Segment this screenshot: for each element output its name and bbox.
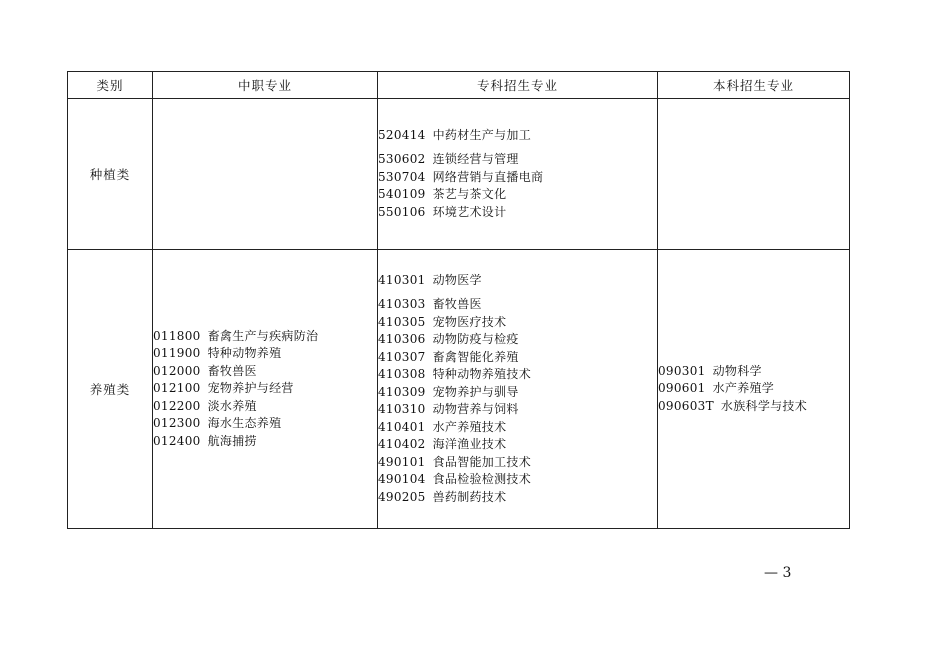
list-item [378,454,657,472]
major-code: 090301 [658,363,706,378]
major-code: 012100 [153,381,201,396]
list-item [378,349,657,367]
major-name: 中药材生产与加工 [432,127,532,142]
list-item [378,127,657,145]
major-code: 090603T [658,398,714,413]
major-code: 410303 [378,297,426,312]
major-code: 540109 [378,187,426,202]
major-name: 宠物养护与经营 [207,381,294,396]
major-code: 410308 [378,367,426,382]
list-item [378,186,657,204]
major-name: 食品检验检测技术 [432,472,532,487]
college-majors-cell [378,250,658,529]
header-bachelor-majors: 本科招生专业 [658,72,850,99]
major-code: 530602 [378,152,426,167]
list-item [658,363,849,381]
table-row [68,250,850,529]
list-item [153,345,377,363]
list-item [153,415,377,433]
list-item [658,398,849,416]
major-code: 490104 [378,472,426,487]
major-name: 淡水养殖 [207,398,257,413]
list-item [378,419,657,437]
category-cell: 养殖类 [68,250,153,529]
major-code: 410401 [378,419,426,434]
major-name: 茶艺与茶文化 [432,187,507,202]
list-item [378,489,657,507]
list-item [378,151,657,169]
major-code: 490101 [378,454,426,469]
list-item [378,272,657,290]
major-name: 宠物医疗技术 [432,314,507,329]
major-code: 011800 [153,328,201,343]
major-name: 动物防疫与检疫 [432,332,519,347]
major-name: 食品智能加工技术 [432,454,532,469]
major-code: 410310 [378,402,426,417]
list-item [658,380,849,398]
list-item [153,398,377,416]
major-code: 410306 [378,332,426,347]
major-name: 兽药制药技术 [432,489,507,504]
major-name: 海水生态养殖 [207,416,282,431]
major-code: 012400 [153,433,201,448]
major-name: 海洋渔业技术 [432,437,507,452]
major-name: 动物营养与饲料 [432,402,519,417]
list-item [378,366,657,384]
bachelor-majors-cell [658,99,850,250]
major-code: 410301 [378,272,426,287]
major-name: 网络营销与直播电商 [432,169,544,184]
list-item [378,331,657,349]
majors-table [67,71,850,529]
table-row [68,99,850,250]
college-majors-cell [378,99,658,250]
major-name: 环境艺术设计 [432,204,507,219]
list-item [378,401,657,419]
category-cell: 种植类 [68,99,153,250]
list-item [378,384,657,402]
secondary-majors-cell [153,250,378,529]
major-code: 410305 [378,314,426,329]
major-code: 550106 [378,204,426,219]
page-number: — 3 [764,565,792,581]
major-code: 410309 [378,384,426,399]
list-item [153,363,377,381]
list-item [153,328,377,346]
list-item [378,296,657,314]
table-header-row [68,72,850,99]
major-name: 连锁经营与管理 [432,152,519,167]
major-name: 水产养殖学 [712,381,775,396]
major-name: 航海捕捞 [207,433,257,448]
list-item [378,436,657,454]
major-code: 011900 [153,346,201,361]
major-code: 410402 [378,437,426,452]
header-secondary-majors: 中职专业 [153,72,378,99]
major-name: 畜牧兽医 [432,297,482,312]
list-item [153,433,377,451]
major-code: 490205 [378,489,426,504]
major-name: 特种动物养殖技术 [432,367,532,382]
list-item [378,314,657,332]
major-name: 畜牧兽医 [207,363,257,378]
major-code: 520414 [378,127,426,142]
major-name: 畜禽智能化养殖 [432,349,519,364]
header-category: 类别 [68,72,153,99]
major-name: 动物科学 [712,363,762,378]
list-item [153,380,377,398]
major-code: 012200 [153,398,201,413]
secondary-majors-cell [153,99,378,250]
major-name: 水产养殖技术 [432,419,507,434]
list-item [378,204,657,222]
list-item [378,471,657,489]
major-name: 畜禽生产与疾病防治 [207,328,319,343]
bachelor-majors-cell [658,250,850,529]
header-college-majors: 专科招生专业 [378,72,658,99]
major-name: 宠物养护与驯导 [432,384,519,399]
major-code: 012300 [153,416,201,431]
major-name: 特种动物养殖 [207,346,282,361]
major-name: 动物医学 [432,272,482,287]
major-code: 530704 [378,169,426,184]
major-name: 水族科学与技术 [720,398,808,413]
major-code: 012000 [153,363,201,378]
list-item [378,169,657,187]
major-code: 090601 [658,381,706,396]
major-code: 410307 [378,349,426,364]
